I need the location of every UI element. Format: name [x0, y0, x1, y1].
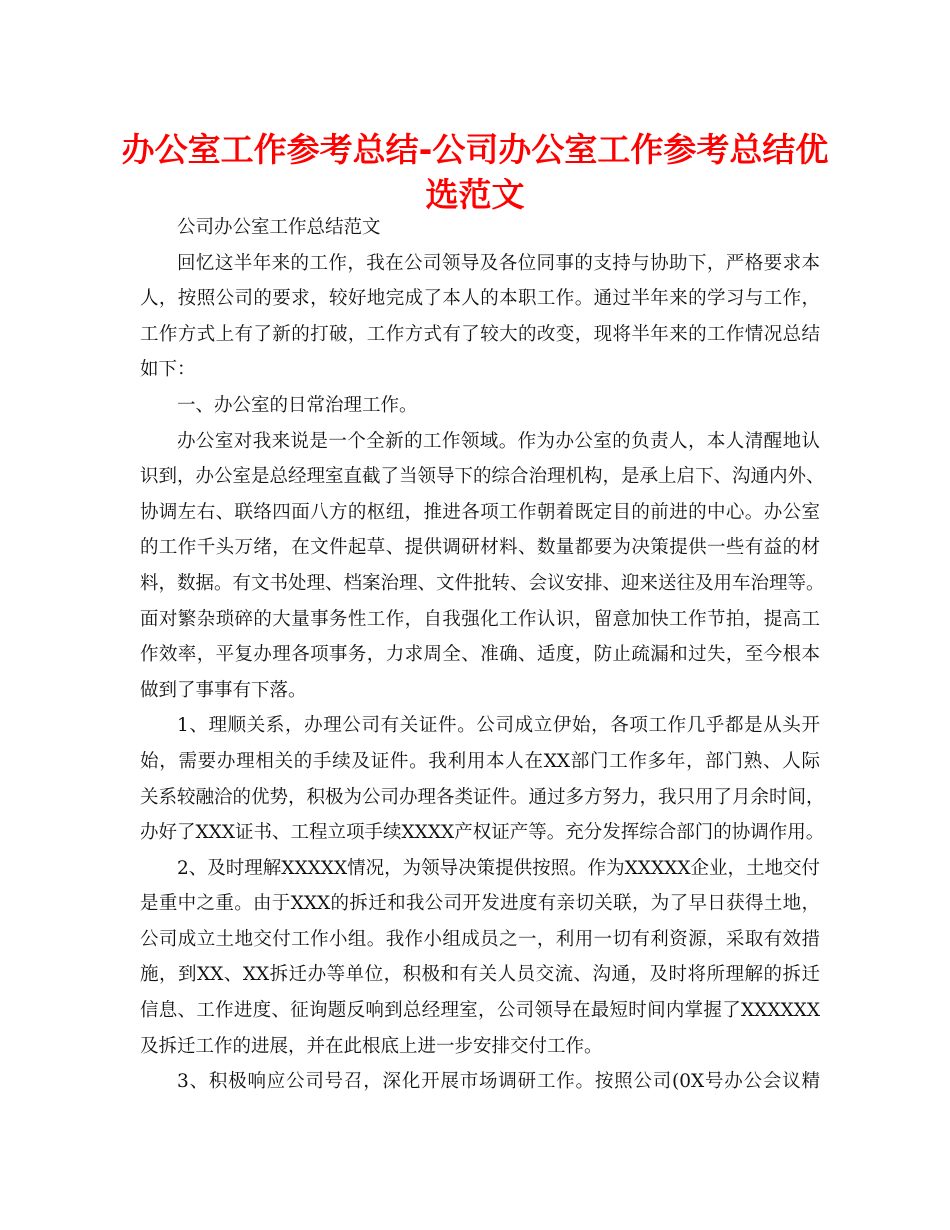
paragraph-line: 识到，办公室是总经理室直截了当领导下的综合治理机构，是承上启下、沟通内外、 — [140, 466, 825, 488]
paragraph-line: 的工作千头万绪，在文件起草、提供调研材料、数量都要为决策提供一些有益的材 — [140, 537, 820, 559]
paragraph-line: 1、理顺关系，办理公司有关证件。公司成立伊始，各项工作几乎都是从头开 — [177, 715, 820, 737]
paragraph-line: 及拆迁工作的进展，并在此根底上进一步安排交付工作。 — [140, 1035, 603, 1057]
paragraph-line: 工作方式上有了新的打破，工作方式有了较大的改变，现将半年来的工作情况总结 — [140, 323, 820, 345]
subtitle-line: 公司办公室工作总结范文 — [177, 217, 381, 238]
paragraph-line: 回忆这半年来的工作，我在公司领导及各位同事的支持与协助下，严格要求本 — [177, 252, 820, 274]
paragraph-line: 始，需要办理相关的手续及证件。我利用本人在XX部门工作多年，部门熟、人际 — [140, 750, 820, 772]
paragraph-line: 公司成立土地交付工作小组。我作小组成员之一，利用一切有利资源，采取有效措 — [140, 928, 820, 950]
document-title-line-2: 选范文 — [425, 175, 525, 214]
paragraph-line: 如下： — [140, 359, 196, 381]
paragraph-line: 施，到XX、XX拆迁办等单位，积极和有关人员交流、沟通，及时将所理解的拆迁 — [140, 964, 820, 986]
paragraph-line: 协调左右、联络四面八方的枢纽，推进各项工作朝着既定目的前进的中心。办公室 — [140, 501, 820, 523]
paragraph-line: 料，数据。有文书处理、档案治理、文件批转、会议安排、迎来送往及用车治理等。 — [140, 572, 825, 594]
paragraph-line: 关系较融洽的优势，积极为公司办理各类证件。通过多方努力，我只用了月余时间， — [140, 786, 825, 808]
paragraph-line: 办好了XXX证书、工程立项手续XXXX产权证产等。充分发挥综合部门的协调作用。 — [140, 822, 825, 844]
paragraph-line: 2、及时理解XXXXX情况，为领导决策提供按照。作为XXXXX企业，土地交付 — [177, 857, 820, 879]
paragraph-line: 作效率，平复办理各项事务，力求周全、准确、适度，防止疏漏和过失，至今根本 — [140, 644, 820, 666]
document-title-line-1: 办公室工作参考总结-公司办公室工作参考总结优 — [121, 130, 829, 169]
paragraph-line: 信息、工作进度、征询题反响到总经理室，公司领导在最短时间内掌握了XXXXXX — [140, 1000, 820, 1022]
paragraph-line: 办公室对我来说是一个全新的工作领域。作为办公室的负责人，本人清醒地认 — [177, 430, 820, 452]
paragraph-line: 面对繁杂琐碎的大量事务性工作，自我强化工作认识，留意加快工作节拍，提高工 — [140, 608, 820, 630]
paragraph-line: 人，按照公司的要求，较好地完成了本人的本职工作。通过半年来的学习与工作， — [140, 288, 820, 310]
document-body — [140, 210, 825, 1100]
paragraph-line: 3、积极响应公司号召，深化开展市场调研工作。按照公司(0X号办公会议精 — [177, 1071, 820, 1093]
section-heading: 一、办公室的日常治理工作。 — [177, 394, 418, 416]
paragraph-line: 是重中之重。由于XXX的拆迁和我公司开发进度有亲切关联，为了早日获得土地， — [140, 893, 820, 915]
paragraph-line: 做到了事事有下落。 — [140, 679, 307, 701]
